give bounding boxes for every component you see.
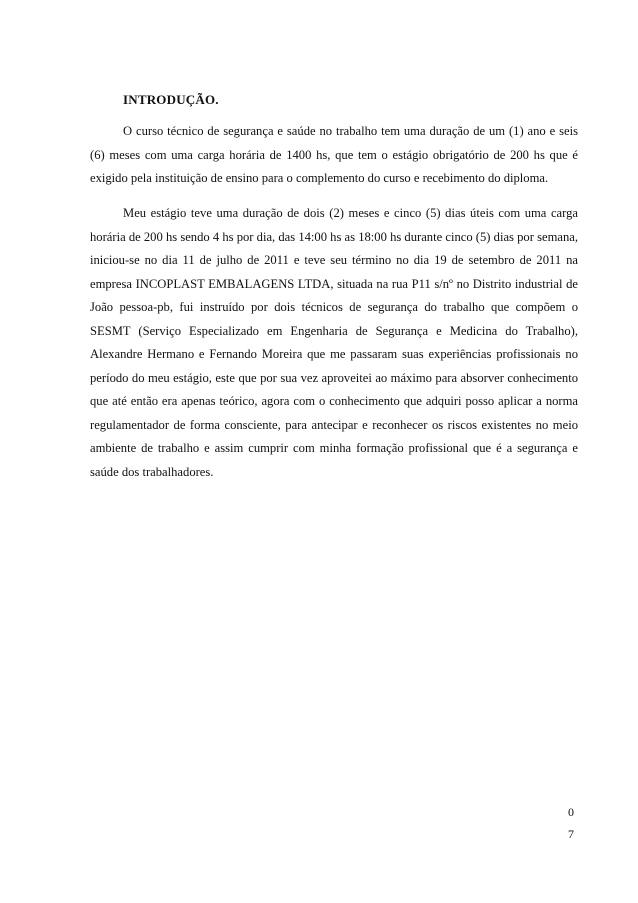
paragraph-internship: Meu estágio teve uma duração de dois (2) meses e cinco (5) dias úteis com uma carga horária de 200 hs sendo 4 hs por dia, das 14:00 hs as 18:00 hs durante cinco (5) dias por semana, iniciou-se no dia 11 de julho de 2011 e teve seu término no dia 19 de setembro de 2011 na empresa INCOPLAST EMBALAGENS LTDA, situada na rua P11 s/nº no Distrito industrial de João pessoa-pb, fui instruído por dois técnicos de segurança do trabalho que compõem o SESMT (Serviço Especializado em Engenharia de Segurança e Medicina do Trabalho), Alexandre Hermano e Fernando Moreira que me passaram suas experiências profissionais no período do meu estágio, este que por sua vez aproveitei ao máximo para absorver conhecimento que até então era apenas teórico, agora com o conhecimento que adquiri posso aplicar a norma regulamentador de forma consciente, para antecipar e reconhecer os riscos existentes no meio ambiente de trabalho e assim cumprir com minha formação profissional que é a segurança e saúde dos trabalhadores. — [90, 206, 578, 479]
paragraph-intro: O curso técnico de segurança e saúde no trabalho tem uma duração de um (1) ano e seis (6) meses com uma carga horária de 1400 hs, que tem o estágio obrigatório de 200 hs que é exigido pela instituição de ensino para o complemento do curso e recebimento do diploma. — [90, 124, 578, 185]
page-number-digit-2: 7 — [568, 827, 574, 841]
section-heading: INTRODUÇÃO. — [123, 92, 219, 107]
page-number-digit-1: 0 — [568, 805, 574, 819]
